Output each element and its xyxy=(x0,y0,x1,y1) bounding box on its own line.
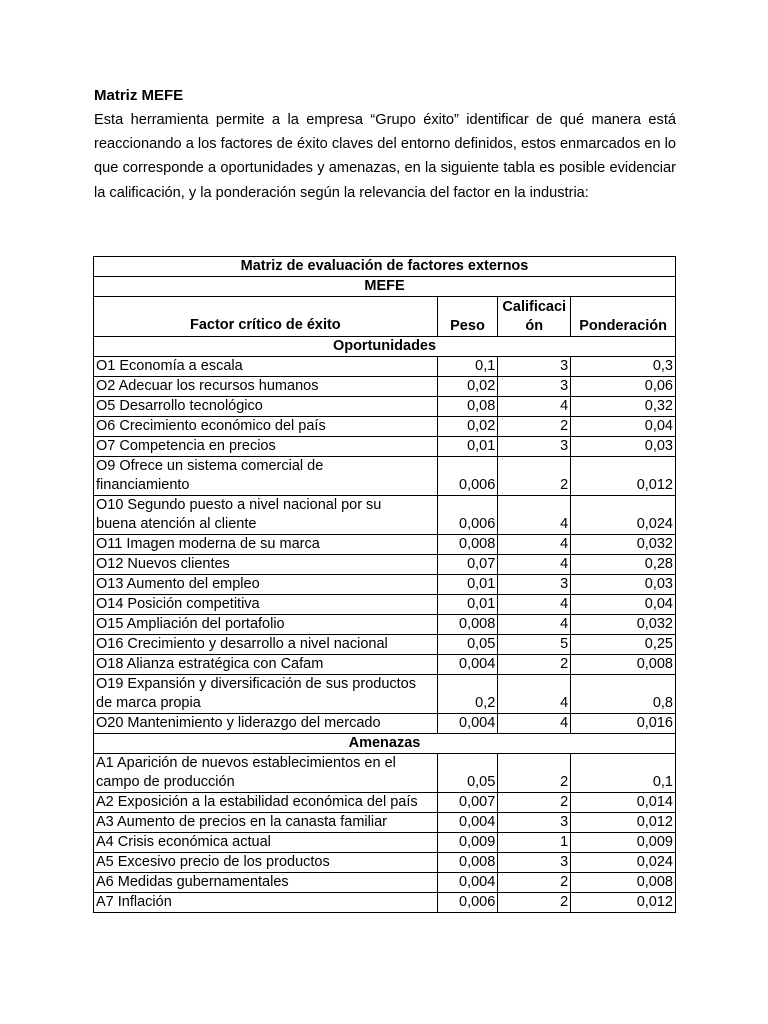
peso-cell: 0,05 xyxy=(437,635,498,655)
ponderacion-cell: 0,03 xyxy=(571,437,676,457)
factor-cell xyxy=(94,615,438,635)
ponderacion-cell: 0,012 xyxy=(571,457,676,496)
document-heading: Matriz MEFE xyxy=(94,87,184,104)
ponderacion-cell: 0,024 xyxy=(571,496,676,535)
table-row xyxy=(94,793,676,813)
factor-text-line2: financiamiento xyxy=(96,477,190,493)
factor-text-line1: O15 Ampliación del portafolio xyxy=(96,616,285,632)
ponderacion-cell: 0,024 xyxy=(571,853,676,873)
factor-cell xyxy=(94,793,438,813)
factor-cell xyxy=(94,754,438,793)
table-row xyxy=(94,397,676,417)
table-row xyxy=(94,496,676,535)
table-title: Matriz de evaluación de factores externos xyxy=(94,257,676,277)
ponderacion-cell: 0,28 xyxy=(571,555,676,575)
factor-cell xyxy=(94,437,438,457)
factor-cell xyxy=(94,833,438,853)
calificacion-cell: 5 xyxy=(498,635,571,655)
calificacion-cell: 3 xyxy=(498,853,571,873)
calificacion-cell: 3 xyxy=(498,377,571,397)
table-row xyxy=(94,754,676,793)
calificacion-cell: 2 xyxy=(498,655,571,675)
factor-text-line1: O11 Imagen moderna de su marca xyxy=(96,536,320,552)
calificacion-cell: 2 xyxy=(498,793,571,813)
factor-text-line1: O13 Aumento del empleo xyxy=(96,576,260,592)
peso-cell: 0,05 xyxy=(437,754,498,793)
table-row xyxy=(94,833,676,853)
factor-text-line1: O1 Economía a escala xyxy=(96,358,243,374)
factor-cell xyxy=(94,377,438,397)
factor-cell xyxy=(94,813,438,833)
factor-cell xyxy=(94,675,438,714)
ponderacion-cell: 0,014 xyxy=(571,793,676,813)
ponderacion-cell: 0,1 xyxy=(571,754,676,793)
factor-text-line1: O5 Desarrollo tecnológico xyxy=(96,398,263,414)
peso-cell: 0,008 xyxy=(437,615,498,635)
calificacion-cell: 2 xyxy=(498,893,571,913)
factor-text-line2: de marca propia xyxy=(96,695,201,711)
calificacion-cell: 2 xyxy=(498,417,571,437)
table-row xyxy=(94,377,676,397)
factor-text-line1: O9 Ofrece un sistema comercial de xyxy=(96,458,324,474)
peso-cell: 0,08 xyxy=(437,397,498,417)
table-subtitle: MEFE xyxy=(94,277,676,297)
factor-text-line1: A7 Inflación xyxy=(96,894,172,910)
factor-cell xyxy=(94,397,438,417)
factor-cell xyxy=(94,873,438,893)
peso-cell: 0,004 xyxy=(437,813,498,833)
factor-cell xyxy=(94,655,438,675)
peso-cell: 0,004 xyxy=(437,873,498,893)
ponderacion-cell: 0,016 xyxy=(571,714,676,734)
table-row xyxy=(94,714,676,734)
factor-text-line1: A4 Crisis económica actual xyxy=(96,834,271,850)
factor-text-line1: O10 Segundo puesto a nivel nacional por su xyxy=(96,497,382,513)
calificacion-cell: 4 xyxy=(498,615,571,635)
table-row xyxy=(94,575,676,595)
ponderacion-cell: 0,012 xyxy=(571,813,676,833)
calificacion-cell: 4 xyxy=(498,496,571,535)
ponderacion-cell: 0,008 xyxy=(571,655,676,675)
peso-cell: 0,02 xyxy=(437,377,498,397)
ponderacion-cell: 0,04 xyxy=(571,595,676,615)
table-row xyxy=(94,555,676,575)
factor-cell xyxy=(94,575,438,595)
ponderacion-cell: 0,32 xyxy=(571,397,676,417)
ponderacion-cell: 0,008 xyxy=(571,873,676,893)
factor-text-line1: A5 Excesivo precio de los productos xyxy=(96,854,330,870)
ponderacion-cell: 0,009 xyxy=(571,833,676,853)
table-row xyxy=(94,893,676,913)
factor-cell xyxy=(94,555,438,575)
ponderacion-cell: 0,25 xyxy=(571,635,676,655)
factor-text-line1: O14 Posición competitiva xyxy=(96,596,260,612)
peso-cell: 0,07 xyxy=(437,555,498,575)
calificacion-cell: 3 xyxy=(498,813,571,833)
factor-text-line1: O16 Crecimiento y desarrollo a nivel nacional xyxy=(96,636,388,652)
factor-text-line1: O6 Crecimiento económico del país xyxy=(96,418,326,434)
factor-text-line1: O2 Adecuar los recursos humanos xyxy=(96,378,319,394)
calificacion-cell: 4 xyxy=(498,595,571,615)
column-header-factor: Factor crítico de éxito xyxy=(94,297,438,337)
column-header-calificacion-line2: ón xyxy=(525,318,544,334)
peso-cell: 0,008 xyxy=(437,535,498,555)
peso-cell: 0,02 xyxy=(437,417,498,437)
factor-cell xyxy=(94,457,438,496)
factor-text-line2: campo de producción xyxy=(96,774,235,790)
factor-cell xyxy=(94,595,438,615)
peso-cell: 0,004 xyxy=(437,655,498,675)
factor-cell xyxy=(94,635,438,655)
calificacion-cell: 4 xyxy=(498,397,571,417)
ponderacion-cell: 0,06 xyxy=(571,377,676,397)
peso-cell: 0,006 xyxy=(437,457,498,496)
mefe-table xyxy=(93,256,676,913)
factor-text-line1: A3 Aumento de precios en la canasta familiar xyxy=(96,814,387,830)
ponderacion-cell: 0,03 xyxy=(571,575,676,595)
factor-text-line1: O7 Competencia en precios xyxy=(96,438,276,454)
document-page xyxy=(94,84,676,205)
calificacion-cell: 2 xyxy=(498,754,571,793)
column-header-calificacion xyxy=(498,297,571,337)
factor-cell xyxy=(94,893,438,913)
table-row xyxy=(94,535,676,555)
calificacion-cell: 3 xyxy=(498,357,571,377)
factor-cell xyxy=(94,714,438,734)
factor-cell xyxy=(94,535,438,555)
factor-text-line1: A6 Medidas gubernamentales xyxy=(96,874,289,890)
peso-cell: 0,006 xyxy=(437,893,498,913)
intro-paragraph: Esta herramienta permite a la empresa “Grupo éxito” identificar de qué manera está reaccionando a los factores de éxito claves del entorno definidos, estos enmarcados en lo que corresponde a oportunidades y amenazas, en la siguiente tabla es posible evidenciar la calificación, y la ponderación según la relevancia del factor en la industria: xyxy=(94,112,676,201)
factor-text-line1: A1 Aparición de nuevos establecimientos en el xyxy=(96,755,396,771)
table-row xyxy=(94,357,676,377)
calificacion-cell: 4 xyxy=(498,555,571,575)
factor-text-line1: O20 Mantenimiento y liderazgo del mercado xyxy=(96,715,381,731)
peso-cell: 0,2 xyxy=(437,675,498,714)
ponderacion-cell: 0,032 xyxy=(571,615,676,635)
table-row xyxy=(94,595,676,615)
ponderacion-cell: 0,032 xyxy=(571,535,676,555)
factor-text-line2: buena atención al cliente xyxy=(96,516,257,532)
factor-cell xyxy=(94,496,438,535)
calificacion-cell: 2 xyxy=(498,457,571,496)
peso-cell: 0,008 xyxy=(437,853,498,873)
table-row xyxy=(94,853,676,873)
section-header-oportunidades: Oportunidades xyxy=(94,337,676,357)
calificacion-cell: 3 xyxy=(498,575,571,595)
factor-cell xyxy=(94,357,438,377)
factor-text-line1: O18 Alianza estratégica con Cafam xyxy=(96,656,324,672)
ponderacion-cell: 0,3 xyxy=(571,357,676,377)
calificacion-cell: 4 xyxy=(498,675,571,714)
peso-cell: 0,01 xyxy=(437,575,498,595)
factor-cell xyxy=(94,853,438,873)
table-row xyxy=(94,437,676,457)
peso-cell: 0,004 xyxy=(437,714,498,734)
column-header-calificacion-line1: Calificaci xyxy=(502,299,567,315)
peso-cell: 0,007 xyxy=(437,793,498,813)
table-row xyxy=(94,873,676,893)
ponderacion-cell: 0,8 xyxy=(571,675,676,714)
factor-cell xyxy=(94,417,438,437)
calificacion-cell: 1 xyxy=(498,833,571,853)
column-header-peso: Peso xyxy=(437,297,498,337)
table-row xyxy=(94,813,676,833)
peso-cell: 0,009 xyxy=(437,833,498,853)
calificacion-cell: 3 xyxy=(498,437,571,457)
section-header-amenazas: Amenazas xyxy=(94,734,676,754)
calificacion-cell: 2 xyxy=(498,873,571,893)
peso-cell: 0,1 xyxy=(437,357,498,377)
calificacion-cell: 4 xyxy=(498,714,571,734)
peso-cell: 0,006 xyxy=(437,496,498,535)
table-row xyxy=(94,635,676,655)
table-row xyxy=(94,655,676,675)
peso-cell: 0,01 xyxy=(437,437,498,457)
ponderacion-cell: 0,04 xyxy=(571,417,676,437)
peso-cell: 0,01 xyxy=(437,595,498,615)
table-row xyxy=(94,417,676,437)
ponderacion-cell: 0,012 xyxy=(571,893,676,913)
factor-text-line1: A2 Exposición a la estabilidad económica del país xyxy=(96,794,418,810)
table-row xyxy=(94,615,676,635)
table-row xyxy=(94,457,676,496)
factor-text-line1: O12 Nuevos clientes xyxy=(96,556,230,572)
column-header-ponderacion: Ponderación xyxy=(571,297,676,337)
factor-text-line1: O19 Expansión y diversificación de sus productos xyxy=(96,676,416,692)
table-row xyxy=(94,675,676,714)
calificacion-cell: 4 xyxy=(498,535,571,555)
